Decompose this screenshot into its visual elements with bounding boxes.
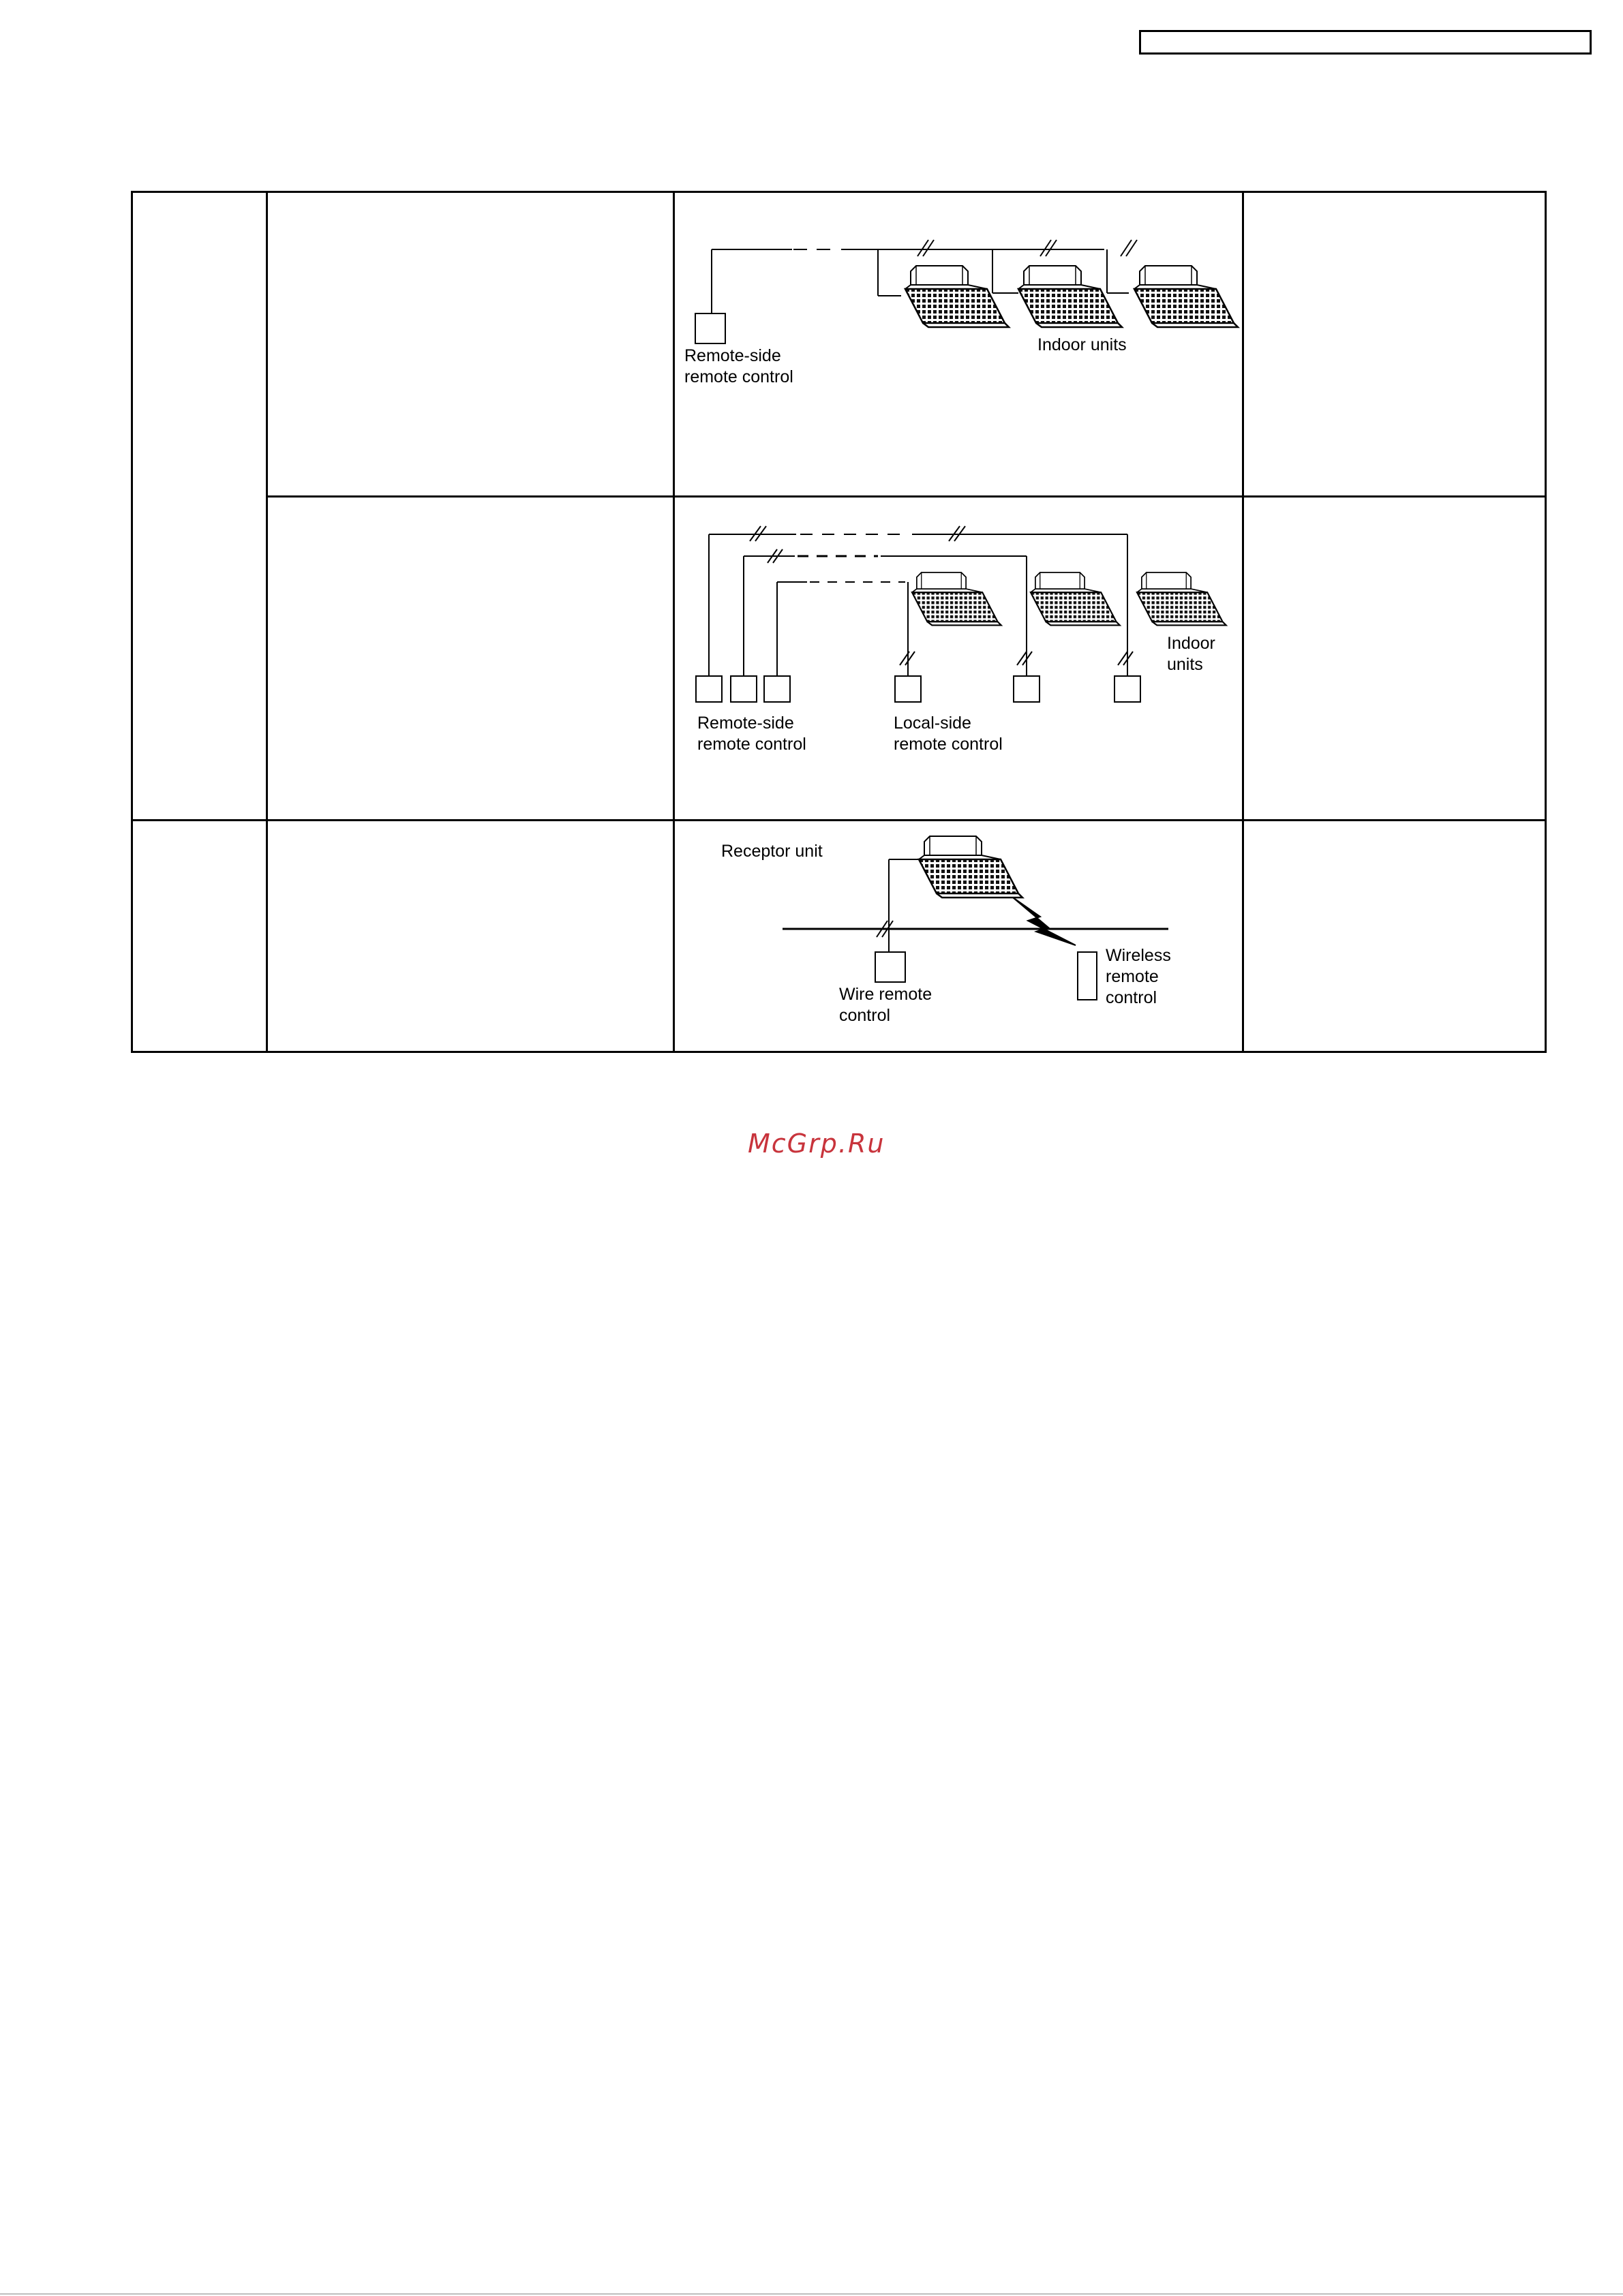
remote-side-label-line2: remote control [684,367,793,386]
remote-control-icon [695,313,725,343]
local-side-label-line2: remote control [894,735,1003,754]
indoor-unit-icon [1134,266,1238,327]
wire-tick [1126,240,1137,256]
wire-tick [1017,652,1027,665]
remote-side-label-line2: remote control [697,735,806,754]
remote-side-label-line1: Remote-side [697,714,794,733]
wireless-signal-icon [1013,898,1076,945]
multi-remote-diagram [673,498,1242,819]
wireless-remote-label-line2: remote [1106,967,1159,986]
table-border-bottom [131,1051,1547,1053]
remote-control-icon [764,676,790,702]
local-side-label-line1: Local-side [894,714,971,733]
table-column-divider [131,191,133,1053]
remote-control-icon [731,676,757,702]
wire-tick [1046,240,1057,256]
remote-control-icon [1114,676,1140,702]
table-column-divider [1242,191,1244,1053]
remote-control-icon [1014,676,1040,702]
wire-tick [1121,240,1132,256]
wire-tick [905,652,915,665]
receptor-unit-icon [919,836,1022,898]
footer-rule [0,2293,1623,2295]
remote-side-label [684,346,793,388]
wire-tick [917,240,928,256]
table-column-divider [266,191,268,1053]
wire-tick [923,240,934,256]
wireless-remote-label-line1: Wireless [1106,946,1171,965]
indoor-units-label-line2: units [1167,655,1203,674]
indoor-unit-icon [1031,572,1120,625]
wireless-remote-label-line3: control [1106,988,1157,1007]
local-side-label [894,713,1003,755]
group-control-diagram [673,192,1242,495]
remote-side-label [697,713,806,755]
receptor-unit-label: Receptor unit [721,842,823,861]
wire-tick [1040,240,1051,256]
indoor-unit-icon [1137,572,1226,625]
indoor-units-label-line1: Indoor [1167,634,1215,653]
wire-remote-label-line1: Wire remote [839,985,932,1004]
remote-control-icon [895,676,921,702]
indoor-units-label [1167,633,1215,675]
table-border-right [1545,191,1547,1053]
header-box [1139,30,1592,55]
indoor-unit-icon [905,266,1009,327]
indoor-unit-icon [912,572,1001,625]
wireless-remote-control-icon [1078,952,1097,1000]
wireless-remote-label [1106,945,1171,1009]
wire-tick [1118,652,1127,665]
wire-remote-label-line2: control [839,1006,891,1025]
wire-remote-control-icon [875,952,905,982]
indoor-units-label: Indoor units [1037,335,1127,354]
remote-side-label-line1: Remote-side [684,346,781,365]
wire-remote-label [839,984,932,1026]
remote-control-icon [696,676,722,702]
watermark-text: McGrp.Ru [748,1129,885,1159]
